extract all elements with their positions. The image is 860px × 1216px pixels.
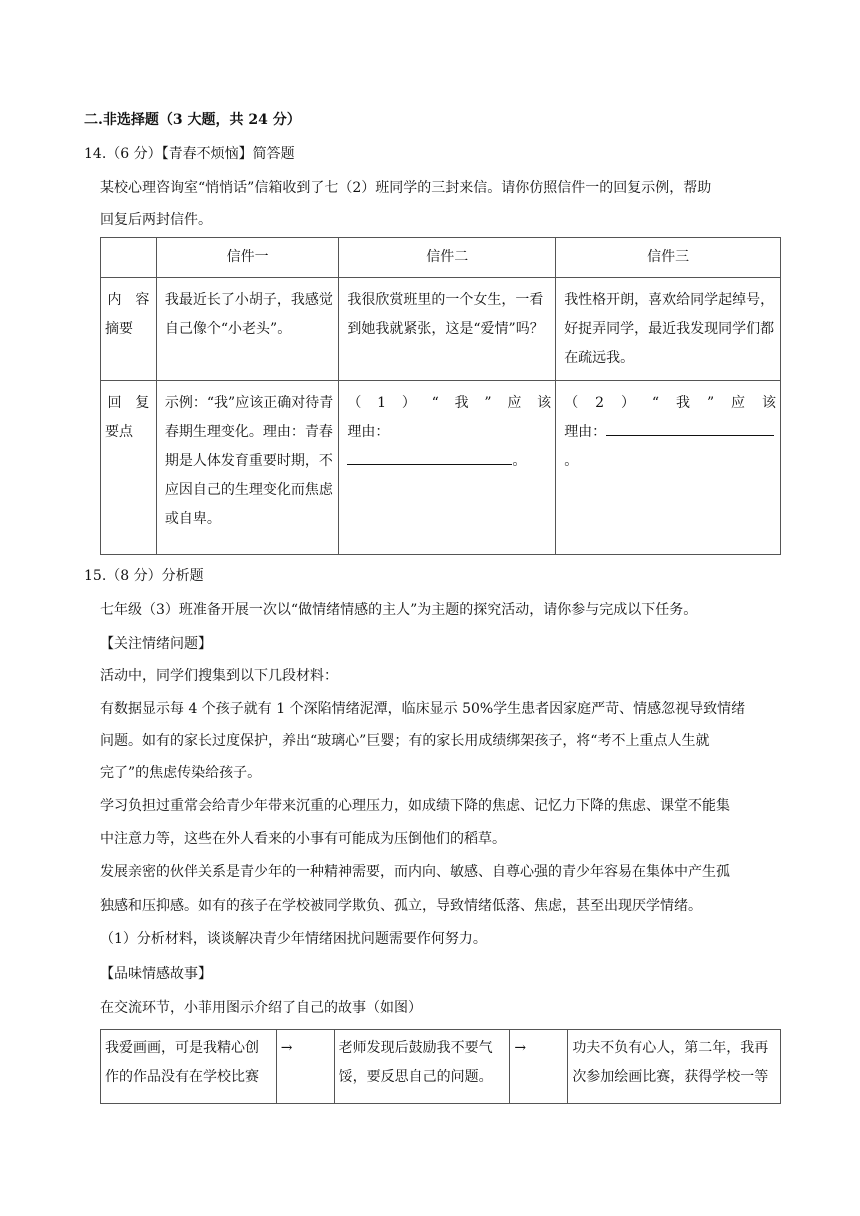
letters-table <box>100 237 781 555</box>
sub1-title: 【关注情绪问题】 <box>100 636 212 652</box>
col-header-letter1: 信件一 <box>156 238 339 278</box>
sub1-lead: 活动中，同学们搜集到以下几段材料： <box>100 668 338 684</box>
flow-arrow-2: → <box>510 1030 568 1104</box>
q14-intro-line2: 回复后两封信件。 <box>100 212 212 228</box>
row-label-reply-a: 回 复 <box>107 395 150 411</box>
letter2-reply-reason <box>347 418 551 476</box>
letter3-reply <box>556 381 781 555</box>
row-label-summary-b: 摘要 <box>105 321 133 337</box>
para2-line2: 中注意力等，这些在外人看来的小事有可能成为压倒他们的稻草。 <box>100 831 506 847</box>
row-label-summary-a: 内 容 <box>107 292 150 308</box>
flow-box-3: 功夫不负有心人，第二年，我再次参加绘画比赛，获得学校一等 <box>568 1030 781 1104</box>
answer-blank[interactable] <box>347 450 512 465</box>
para1-line2: 问题。如有的家长过度保护，养出“玻璃心”巨婴；有的家长用成绩绑架孩子，将“考不上重点人生就 <box>100 733 710 749</box>
q14-header: 14.（6 分）【青春不烦恼】简答题 <box>84 146 295 162</box>
period: 。 <box>512 453 527 469</box>
col-header-letter3: 信件三 <box>556 238 781 278</box>
row-label-summary <box>101 278 157 381</box>
question-1: （1）分析材料，谈谈解决青少年情绪困扰问题需要作何努力。 <box>100 931 487 947</box>
reason-label: 理由： <box>347 424 390 440</box>
table-corner-cell <box>101 238 157 278</box>
row-label-reply <box>101 381 157 555</box>
flow-box-1: 我爱画画，可是我精心创作的作品没有在学校比赛 <box>101 1030 277 1104</box>
section-title: 二.非选择题（3 大题，共 24 分） <box>84 112 301 128</box>
sub2-title: 【品味情感故事】 <box>100 966 212 982</box>
flow-box-2: 老师发现后鼓励我不要气馁，要反思自己的问题。 <box>334 1030 510 1104</box>
sub2-lead: 在交流环节，小菲用图示介绍了自己的故事（如图） <box>100 1000 422 1016</box>
para1-line3: 完了”的焦虑传染给孩子。 <box>100 765 262 781</box>
letter1-reply-example: 示例：“我”应该正确对待青春期生理变化。理由：青春期是人体发育重要时期，不应因自己的生理变化而焦虑或自卑。 <box>156 381 339 555</box>
letter2-reply <box>339 381 556 555</box>
period: 。 <box>564 453 579 469</box>
story-flowchart <box>100 1029 781 1104</box>
col-header-letter2: 信件二 <box>339 238 556 278</box>
letter1-summary: 我最近长了小胡子，我感觉自己像个“小老头”。 <box>156 278 339 381</box>
letter3-reply-should: （2）“我”应该 <box>564 395 776 411</box>
para3-line2: 独感和压抑感。如有的孩子在学校被同学欺负、孤立，导致情绪低落、焦虑，甚至出现厌学情绪。 <box>100 898 702 914</box>
q14-intro-line1: 某校心理咨询室“悄悄话”信箱收到了七（2）班同学的三封来信。请你仿照信件一的回复示例，帮助 <box>100 180 712 196</box>
answer-blank[interactable] <box>606 421 774 436</box>
letter2-reply-should: （1）“我”应该 <box>347 395 552 411</box>
q15-header: 15.（8 分）分析题 <box>84 568 204 584</box>
para3-line1: 发展亲密的伙伴关系是青少年的一种精神需要，而内向、敏感、自尊心强的青少年容易在集体中产生孤 <box>100 864 730 880</box>
row-label-reply-b: 要点 <box>105 424 133 440</box>
letter3-reply-reason <box>564 418 776 476</box>
letter2-summary: 我很欣赏班里的一个女生，一看到她我就紧张，这是“爱情”吗？ <box>339 278 556 381</box>
para1-line1: 有数据显示每 4 个孩子就有 1 个深陷情绪泥潭，临床显示 50%学生患者因家庭严苛、情感忽视导致情绪 <box>100 701 746 717</box>
flow-arrow-1: → <box>276 1030 334 1104</box>
letter3-summary: 我性格开朗，喜欢给同学起绰号，好捉弄同学，最近我发现同学们都在疏远我。 <box>556 278 781 381</box>
q15-intro: 七年级（3）班准备开展一次以“做情绪情感的主人”为主题的探究活动，请你参与完成以下任务。 <box>100 602 698 618</box>
para2-line1: 学习负担过重常会给青少年带来沉重的心理压力，如成绩下降的焦虑、记忆力下降的焦虑、课堂不能集 <box>100 798 730 814</box>
reason-label: 理由： <box>564 424 607 440</box>
